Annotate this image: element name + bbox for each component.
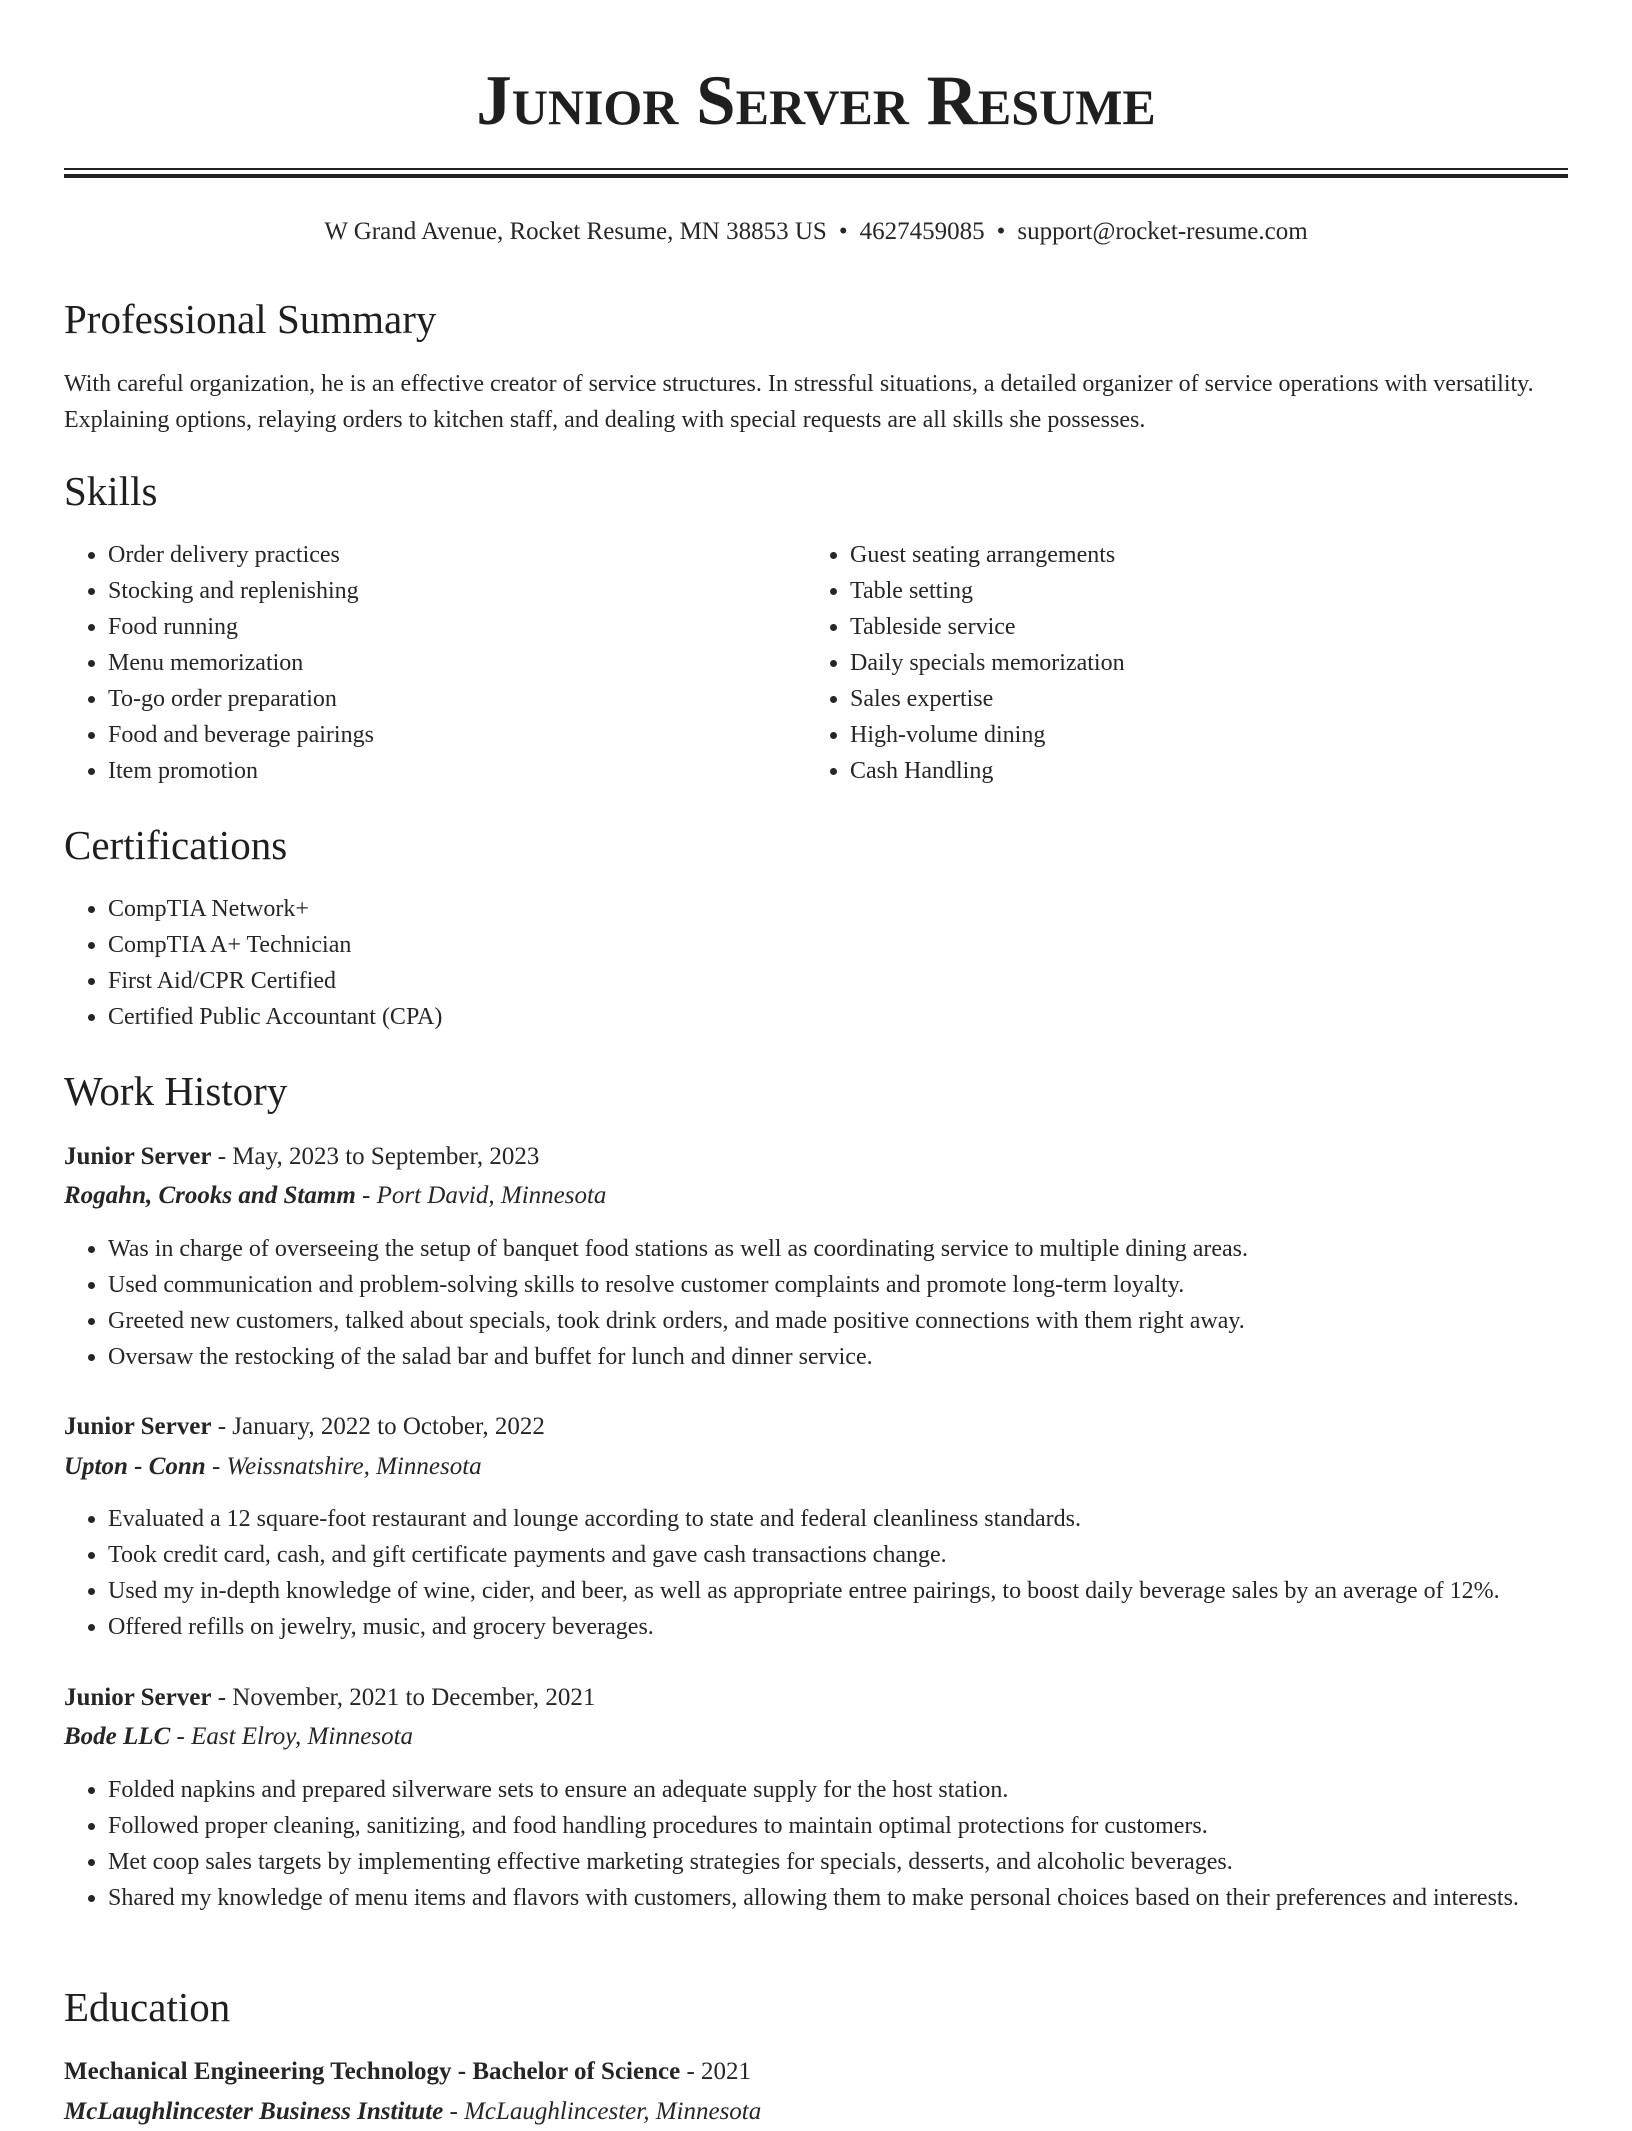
skill-item: • High-volume dining: [850, 717, 1550, 753]
skills-list-right: [806, 537, 1550, 789]
education-degree: Mechanical Engineering Technology - Bachelor of Science: [64, 2058, 681, 2085]
skills-list-left: [64, 537, 808, 789]
job-bullet: • Offered refills on jewelry, music, and grocery beverages.: [108, 1609, 1612, 1645]
summary-text: With careful organization, he is an effective creator of service structures. In stressful situations, a detailed organizer of service operations with versatility. Explaining options, relaying orders to kitchen staff, and dealing with special requests are all skills she possesses.: [64, 371, 1534, 433]
job-bullet: • Greeted new customers, talked about specials, took drink orders, and made positive connections with them right away.: [108, 1303, 1612, 1339]
certification-item: • Certified Public Accountant (CPA): [108, 999, 1612, 1035]
education-degree-line: [64, 2053, 1568, 2091]
skill-item: • Food running: [108, 609, 808, 645]
job-role: Junior Server: [64, 1143, 212, 1170]
job-bullet: • Evaluated a 12 square-foot restaurant and lounge according to state and federal cleanliness standards.: [108, 1501, 1612, 1537]
work-history-heading: Work History: [64, 1068, 288, 1114]
education-school: McLaughlincester Business Institute: [64, 2098, 444, 2125]
job-role: Junior Server: [64, 1684, 212, 1711]
title-rule-top: [64, 168, 1568, 170]
skill-item: • Item promotion: [108, 753, 808, 789]
education-school-line: [64, 2093, 1568, 2131]
skill-item: • Tableside service: [850, 609, 1550, 645]
education-location: - McLaughlincester, Minnesota: [443, 2098, 762, 2125]
certifications-list: [64, 891, 1612, 1035]
job-bullet: • Oversaw the restocking of the salad bar and buffet for lunch and dinner service.: [108, 1339, 1612, 1375]
job-bullets: [64, 1231, 1612, 1375]
contact-separator: •: [838, 218, 848, 245]
certification-item: • CompTIA Network+: [108, 891, 1612, 927]
skill-item: • Daily specials memorization: [850, 645, 1550, 681]
title-rule-bottom: [64, 174, 1568, 178]
job-bullet: • Folded napkins and prepared silverware sets to ensure an adequate supply for the host station.: [108, 1772, 1612, 1808]
job-role: Junior Server: [64, 1413, 212, 1440]
job-location: - Weissnatshire, Minnesota: [205, 1453, 482, 1480]
job-company-line: [64, 1448, 1568, 1486]
job-dates: - November, 2021 to December, 2021: [211, 1684, 596, 1711]
skill-item: • Menu memorization: [108, 645, 808, 681]
certification-item: • First Aid/CPR Certified: [108, 963, 1612, 999]
job-bullet: • Used my in-depth knowledge of wine, cider, and beer, as well as appropriate entree pairings, to boost daily beverage sales by an average of 12%.: [108, 1573, 1612, 1609]
job-company: Bode LLC: [64, 1723, 171, 1750]
job-bullet: • Shared my knowledge of menu items and flavors with customers, allowing them to make personal choices based on their preferences and interests.: [108, 1880, 1612, 1916]
job-bullet: • Used communication and problem-solving skills to resolve customer complaints and promote long-term loyalty.: [108, 1267, 1612, 1303]
contact-phone: 4627459085: [859, 218, 985, 245]
job-company: Rogahn, Crooks and Stamm: [64, 1182, 356, 1209]
contact-separator: •: [996, 218, 1006, 245]
job-title-line: [64, 1408, 1568, 1446]
resume-title: Junior Server Resume: [476, 62, 1156, 140]
education-heading: Education: [64, 1984, 231, 2030]
contact-line: [64, 214, 1568, 250]
job-title-line: [64, 1679, 1568, 1717]
contact-address: W Grand Avenue, Rocket Resume, MN 38853 US: [324, 218, 827, 245]
summary-heading: Professional Summary: [64, 296, 437, 342]
skill-item: • Stocking and replenishing: [108, 573, 808, 609]
certifications-heading: Certifications: [64, 822, 288, 868]
job-company: Upton - Conn: [64, 1453, 206, 1480]
skill-item: • To-go order preparation: [108, 681, 808, 717]
job-bullets: [64, 1501, 1612, 1645]
job-bullet: • Met coop sales targets by implementing effective marketing strategies for specials, desserts, and alcoholic beverages.: [108, 1844, 1612, 1880]
skill-item: • Guest seating arrangements: [850, 537, 1550, 573]
skill-item: • Food and beverage pairings: [108, 717, 808, 753]
skill-item: • Sales expertise: [850, 681, 1550, 717]
job-bullet: • Followed proper cleaning, sanitizing, and food handling procedures to maintain optimal protections for customers.: [108, 1808, 1612, 1844]
skill-item: • Cash Handling: [850, 753, 1550, 789]
certification-item: • CompTIA A+ Technician: [108, 927, 1612, 963]
contact-email: support@rocket-resume.com: [1017, 218, 1308, 245]
job-company-line: [64, 1177, 1568, 1215]
job-location: - Port David, Minnesota: [355, 1182, 607, 1209]
skill-item: • Table setting: [850, 573, 1550, 609]
job-company-line: [64, 1718, 1568, 1756]
job-dates: - January, 2022 to October, 2022: [211, 1413, 545, 1440]
job-bullet: • Was in charge of overseeing the setup of banquet food stations as well as coordinating service to multiple dining areas.: [108, 1231, 1612, 1267]
job-title-line: [64, 1138, 1568, 1176]
job-location: - East Elroy, Minnesota: [170, 1723, 414, 1750]
job-dates: - May, 2023 to September, 2023: [211, 1143, 540, 1170]
skills-heading: Skills: [64, 468, 158, 514]
education-year: - 2021: [680, 2058, 752, 2085]
job-bullets: [64, 1772, 1612, 1916]
job-bullet: • Took credit card, cash, and gift certificate payments and gave cash transactions change.: [108, 1537, 1612, 1573]
skill-item: • Order delivery practices: [108, 537, 808, 573]
